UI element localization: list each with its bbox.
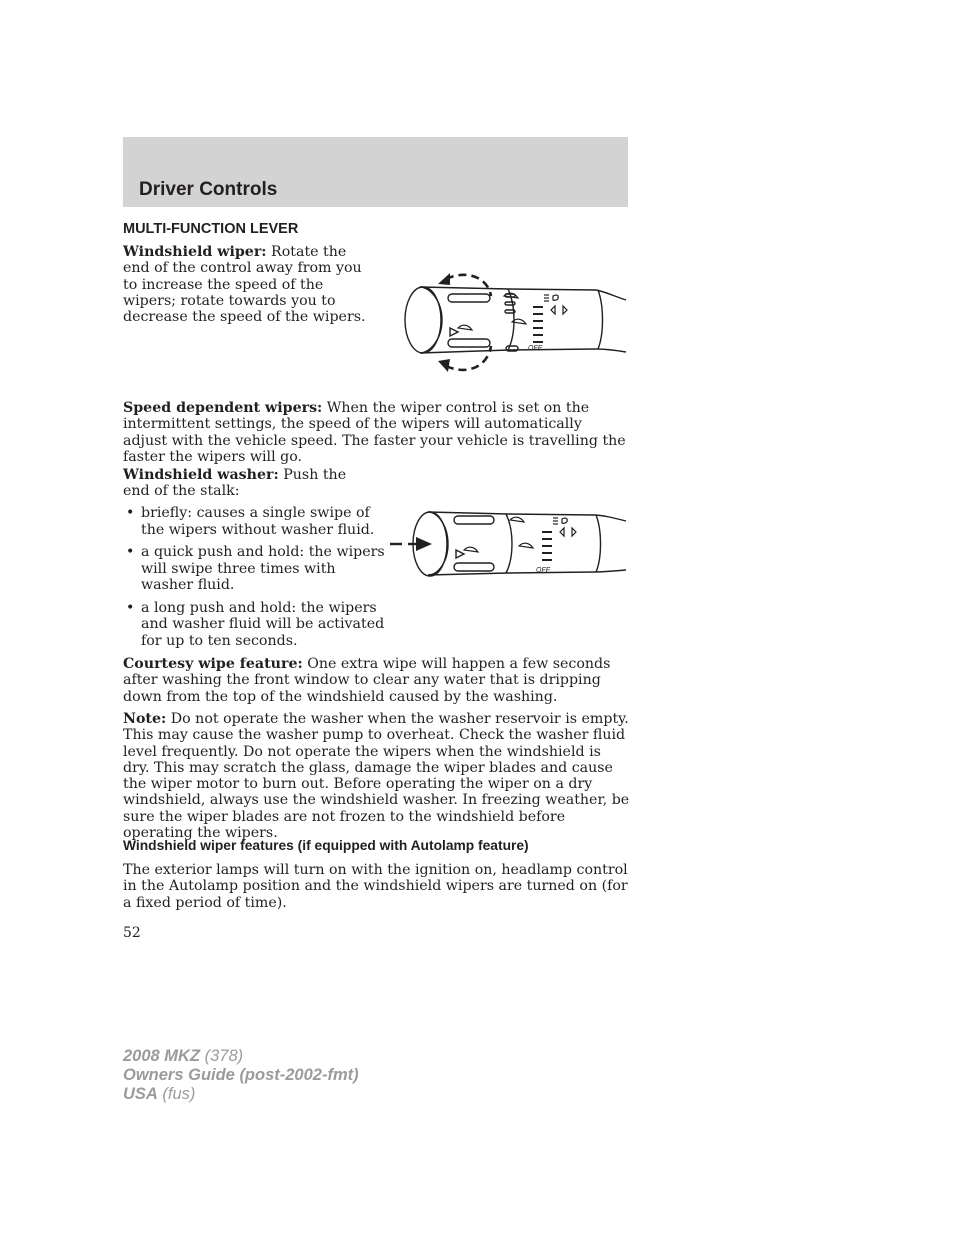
rotate-down-arrowhead-icon xyxy=(438,359,450,372)
footer-line-3 xyxy=(123,1085,359,1104)
wiper-label: Windshield wiper: xyxy=(123,244,267,260)
courtesy-label: Courtesy wipe feature: xyxy=(123,656,303,672)
list-item xyxy=(123,505,385,538)
list-item xyxy=(123,600,385,650)
bullet-text: a quick push and hold: the wipers will swipe three times with washer fluid. xyxy=(141,544,385,593)
footer-model: 2008 MKZ xyxy=(123,1047,201,1065)
bullet-dot: • xyxy=(126,544,135,560)
wiper-icon xyxy=(464,517,533,552)
page-number: 52 xyxy=(123,925,141,941)
footer-line-2 xyxy=(123,1066,359,1085)
footer-market: USA xyxy=(123,1085,158,1103)
lever-push-figure xyxy=(388,504,630,586)
footer-line-1 xyxy=(123,1047,359,1066)
speed-marks-icon xyxy=(533,306,543,343)
speed-marks-icon xyxy=(542,531,552,561)
footer-market-code: (fus) xyxy=(157,1085,196,1103)
courtesy-paragraph xyxy=(123,656,628,705)
turn-signal-icon xyxy=(551,306,567,314)
washer-text: Push the end of the stalk: xyxy=(123,467,347,500)
page-title: Driver Controls xyxy=(139,179,278,200)
headlamp-icon xyxy=(544,295,558,301)
washer-bullet-list xyxy=(123,505,385,655)
footer xyxy=(123,1047,359,1104)
speed-dependent-text: When the wiper control is set on the intermittent settings, the speed of the wipers will automatically adjust with the vehicle speed. The faster your vehicle is travelling the faster the wipers will go. xyxy=(123,400,626,465)
bullet-text: a long push and hold: the wipers and washer fluid will be activated for up to ten seconds. xyxy=(141,599,385,649)
washer-label: Windshield washer: xyxy=(123,467,279,483)
rotate-up-arrow-icon xyxy=(446,275,491,296)
rotate-up-arrowhead-icon xyxy=(438,273,450,285)
wiper-text: Rotate the end of the control away from you to increase the speed of the wipers; rotate towards you to decrease the speed of the wipers. xyxy=(123,244,366,326)
section-heading: MULTI-FUNCTION LEVER xyxy=(123,221,299,237)
list-item xyxy=(123,544,385,594)
off-label: OFF xyxy=(528,345,542,352)
rotate-down-arrow-icon xyxy=(446,346,491,370)
turn-signal-icon xyxy=(560,528,576,536)
push-arrowhead-icon xyxy=(416,537,432,551)
footer-model-code: (378) xyxy=(200,1047,244,1065)
bullet-dot: • xyxy=(126,505,135,521)
header-band xyxy=(123,137,628,207)
headlamp-icon xyxy=(553,518,567,524)
courtesy-text: One extra wipe will happen a few seconds after washing the front window to clear any water that is dripping down from the top of the windshield caused by the washing. xyxy=(123,656,611,705)
bullet-text: briefly: causes a single swipe of the wipers without washer fluid. xyxy=(141,505,375,538)
footer-guide: Owners Guide (post-2002-fmt) xyxy=(123,1066,359,1084)
off-label: OFF xyxy=(536,567,550,574)
wiper-paragraph xyxy=(123,244,371,325)
note-text: Do not operate the washer when the washer reservoir is empty. This may cause the washer pump to overheat. Check the washer fluid level frequently. Do not operate the wipers when the windshield is dry. This may scratch the glass, damage the wiper blades and cause the wiper motor to burn out. Before operating the wiper on a dry windshield, always use the windshield washer. In freezing weather, be sure the wiper blades are not frozen to the windshield before operating the wipers. xyxy=(123,711,630,842)
autolamp-heading: Windshield wiper features (if equipped with Autolamp feature) xyxy=(123,838,529,853)
autolamp-paragraph: The exterior lamps will turn on with the ignition on, headlamp control in the Autolamp position and the windshield wipers are turned on (for a fixed period of time). xyxy=(123,862,628,911)
bullet-dot: • xyxy=(126,599,135,616)
note-label: Note: xyxy=(123,711,167,727)
speed-dependent-paragraph xyxy=(123,400,628,465)
washer-paragraph xyxy=(123,467,373,500)
wiper-icon xyxy=(458,293,526,330)
note-paragraph xyxy=(123,711,630,841)
speed-dependent-label: Speed dependent wipers: xyxy=(123,400,323,416)
lever-rotate-figure xyxy=(398,266,630,374)
